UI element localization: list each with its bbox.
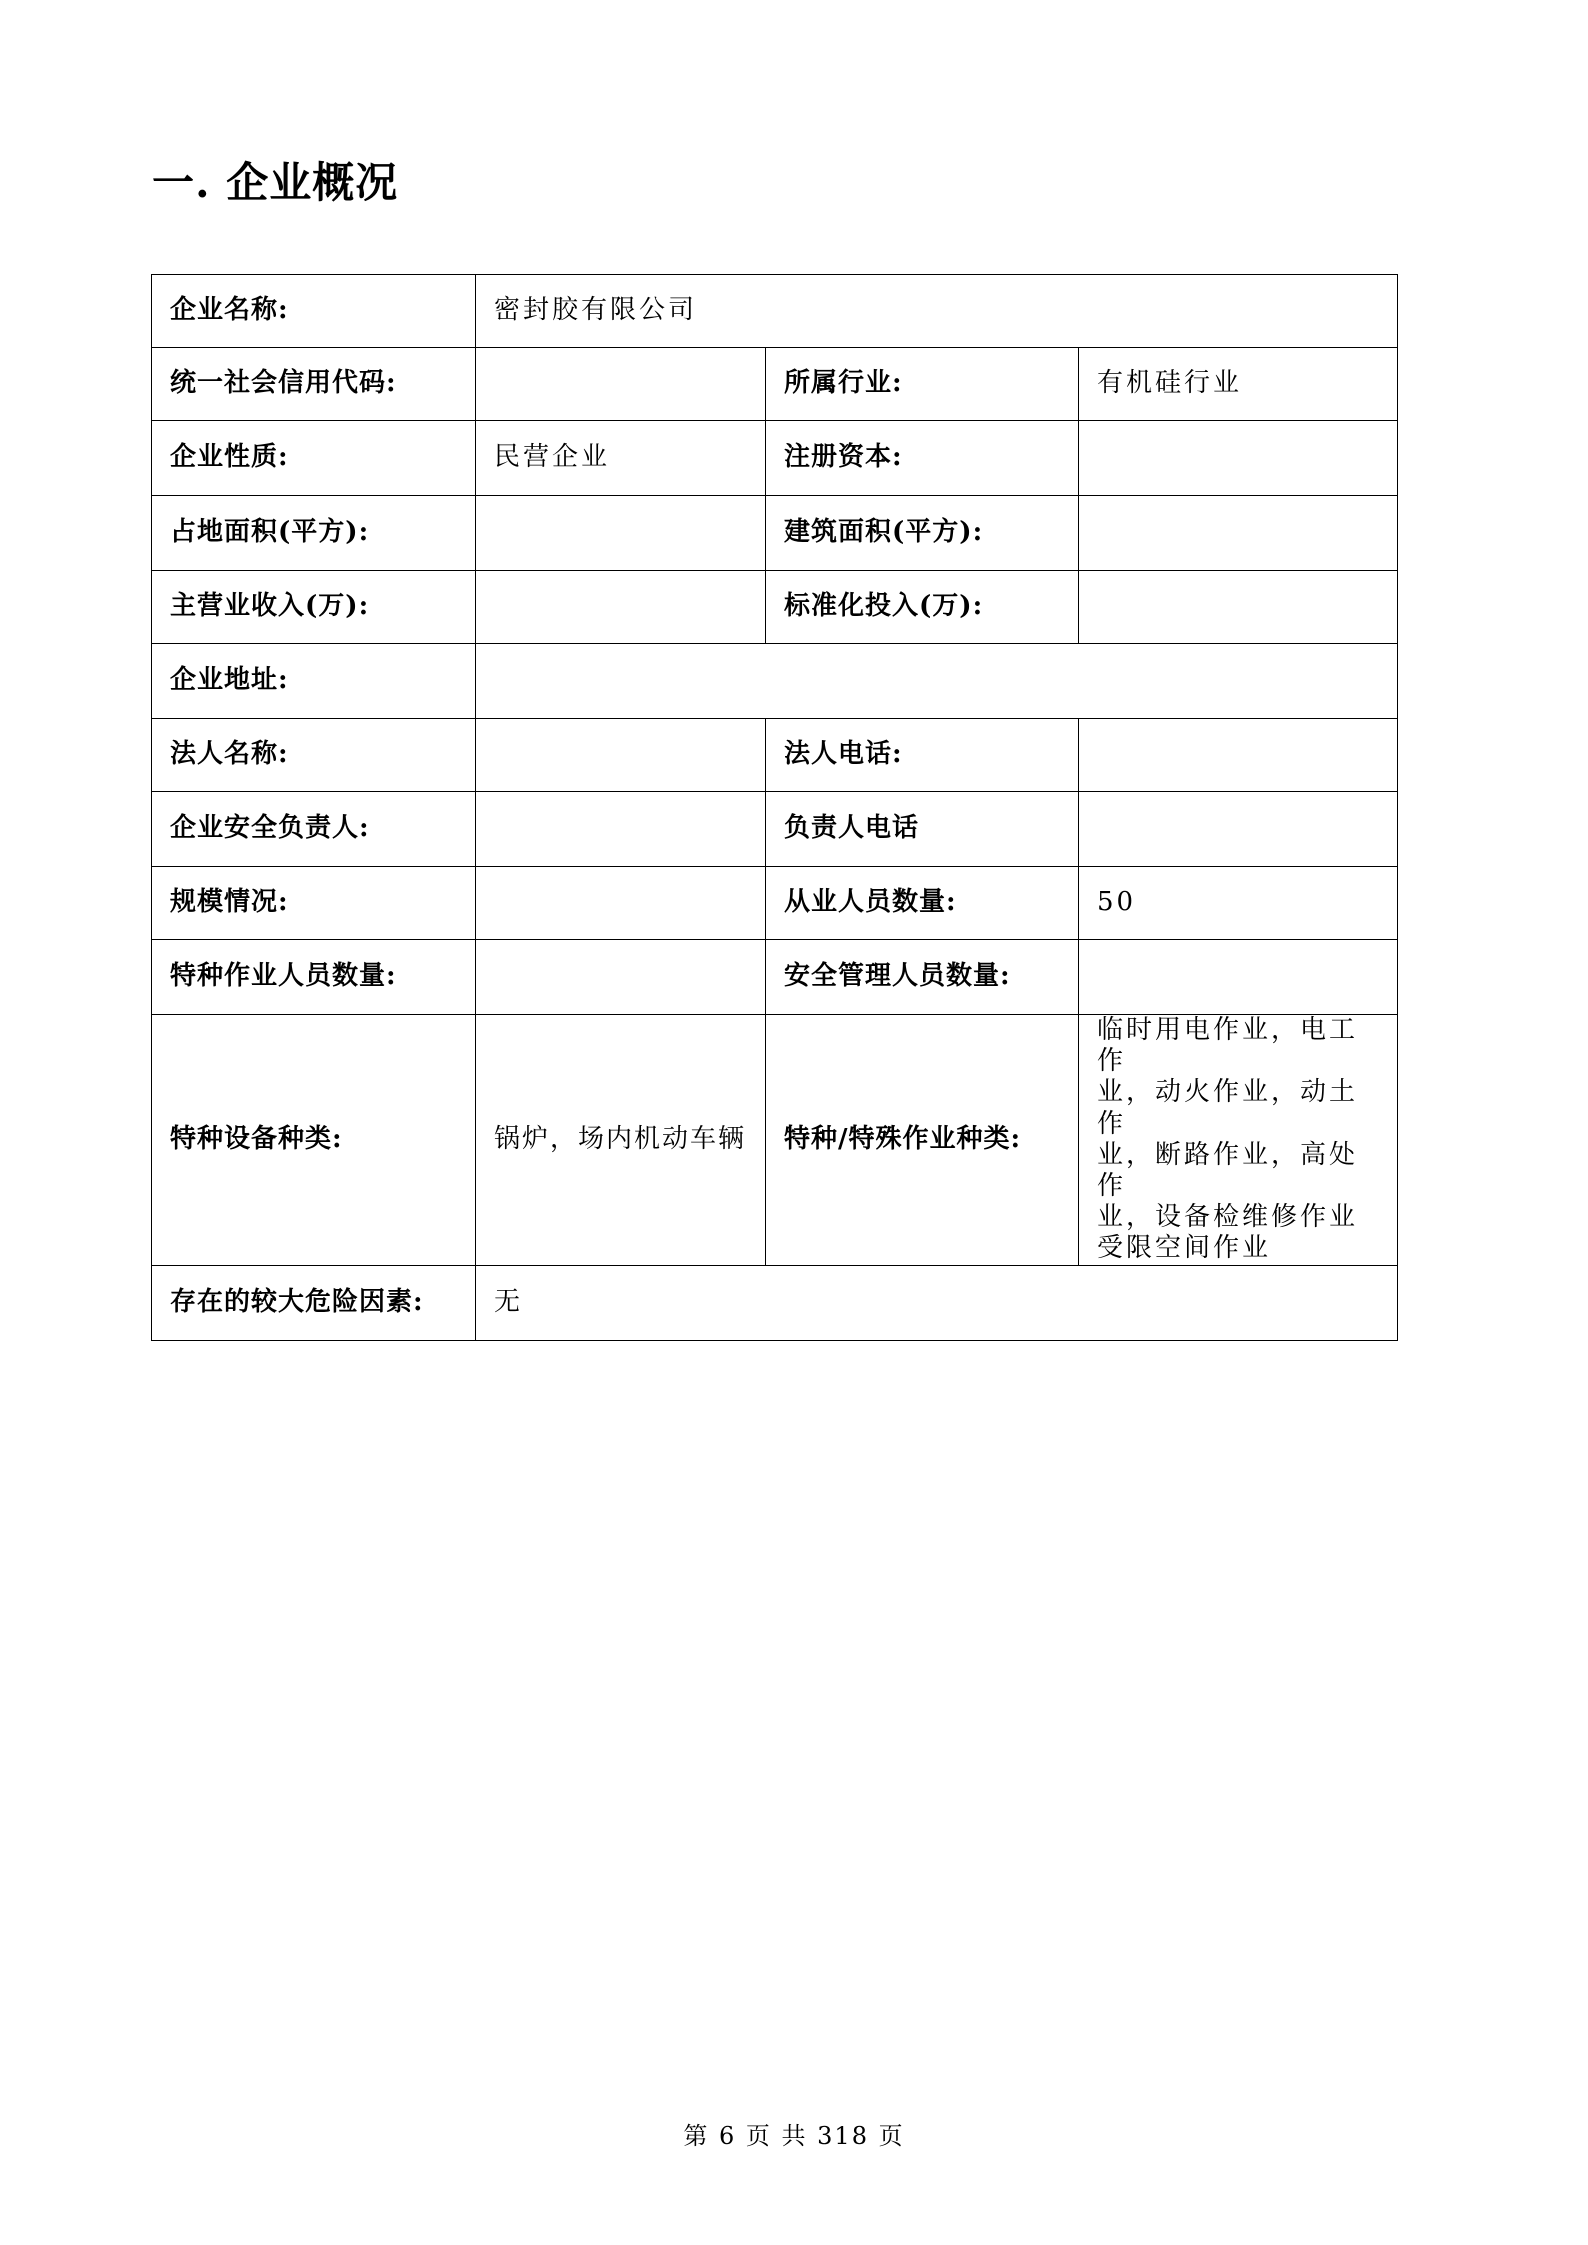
row-area <box>152 496 1398 571</box>
row-nature <box>152 421 1398 496</box>
legal-name-value <box>476 719 766 792</box>
row-special-workers <box>152 940 1398 1015</box>
row-address <box>152 644 1398 719</box>
safety-person-label: 企业安全负责人: <box>152 792 476 867</box>
special-work-line: 业，设备检维修作业 <box>1097 1202 1359 1233</box>
legal-phone-label: 法人电话: <box>766 719 1079 792</box>
safety-mgmt-label: 安全管理人员数量: <box>766 940 1079 1015</box>
hazards-value: 无 <box>476 1265 1398 1340</box>
safety-person-value <box>476 792 766 867</box>
section-title: 一. 企业概况 <box>152 158 399 207</box>
land-area-label: 占地面积(平方): <box>152 496 476 571</box>
building-area-value <box>1079 496 1398 571</box>
credit-code-value <box>476 348 766 421</box>
row-hazards <box>152 1265 1398 1340</box>
employees-value: 50 <box>1079 867 1398 940</box>
std-investment-value <box>1079 571 1398 644</box>
address-value <box>476 644 1398 719</box>
row-scale <box>152 867 1398 940</box>
row-special-equipment <box>152 1015 1398 1266</box>
special-equipment-value: 锅炉，场内机动车辆 <box>476 1015 766 1266</box>
row-company-name <box>152 275 1398 348</box>
land-area-value <box>476 496 766 571</box>
safety-mgmt-value <box>1079 940 1398 1015</box>
industry-value: 有机硅行业 <box>1079 348 1398 421</box>
row-legal <box>152 719 1398 792</box>
revenue-value <box>476 571 766 644</box>
scale-label: 规模情况: <box>152 867 476 940</box>
special-work-value <box>1079 1015 1398 1266</box>
company-overview-table <box>151 274 1398 1341</box>
employees-label: 从业人员数量: <box>766 867 1079 940</box>
std-investment-label: 标准化投入(万): <box>766 571 1079 644</box>
credit-code-label: 统一社会信用代码: <box>152 348 476 421</box>
nature-value: 民营企业 <box>476 421 766 496</box>
row-safety-person <box>152 792 1398 867</box>
special-work-line: 临时用电作业，电工作 <box>1097 1015 1359 1077</box>
reg-capital-value <box>1079 421 1398 496</box>
company-name-value: 密封胶有限公司 <box>476 275 1398 348</box>
hazards-label: 存在的较大危险因素: <box>152 1265 476 1340</box>
special-work-label: 特种/特殊作业种类: <box>766 1015 1079 1266</box>
legal-phone-value <box>1079 719 1398 792</box>
row-revenue <box>152 571 1398 644</box>
row-credit-code <box>152 348 1398 421</box>
company-name-label: 企业名称: <box>152 275 476 348</box>
special-equipment-label: 特种设备种类: <box>152 1015 476 1266</box>
special-work-line: 业，动火作业，动土作 <box>1097 1077 1359 1139</box>
special-work-line: 业，断路作业，高处作 <box>1097 1139 1359 1201</box>
legal-name-label: 法人名称: <box>152 719 476 792</box>
industry-label: 所属行业: <box>766 348 1079 421</box>
page-number: 第 6 页 共 318 页 <box>683 2122 905 2150</box>
scale-value <box>476 867 766 940</box>
safety-phone-label: 负责人电话 <box>766 792 1079 867</box>
special-work-line: 受限空间作业 <box>1097 1233 1272 1264</box>
nature-label: 企业性质: <box>152 421 476 496</box>
safety-phone-value <box>1079 792 1398 867</box>
address-label: 企业地址: <box>152 644 476 719</box>
special-workers-value <box>476 940 766 1015</box>
special-workers-label: 特种作业人员数量: <box>152 940 476 1015</box>
revenue-label: 主营业收入(万): <box>152 571 476 644</box>
reg-capital-label: 注册资本: <box>766 421 1079 496</box>
building-area-label: 建筑面积(平方): <box>766 496 1079 571</box>
